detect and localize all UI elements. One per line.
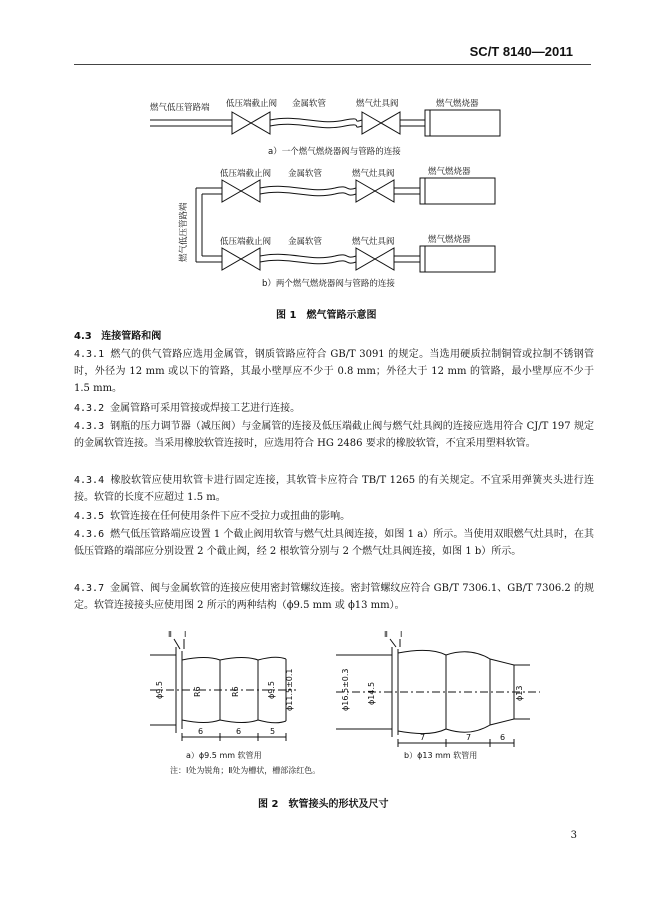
figure-1-title: 图 1 燃气管路示意图 [276, 310, 377, 321]
fig2b-d3: ϕ13 [515, 685, 524, 701]
paragraph-4-3-7: 4.3.7 金属管、阀与金属软管的连接应使用密封管螺纹连接。密封管螺纹应符合 GB/T 7306.1、GB/T 7306.2 的规定。软管连接接头应使用图 2 所示的两种结构（ϕ9.5 mm 或 ϕ13 mm）。 [74, 583, 594, 611]
fig1b-top-hose: 金属软管 [288, 169, 323, 179]
fig2b-d2: ϕ14.5 [367, 681, 376, 705]
figure-2-diagram [0, 625, 665, 785]
standard-number: SC/T 8140—2011 [469, 44, 573, 59]
fig2a-r1: R6 [193, 686, 202, 697]
fig2b-l2: 7 [466, 733, 472, 742]
section-heading-number: 4.3 [74, 331, 92, 342]
page-number: 3 [570, 830, 577, 841]
fig2b-mark-ii: Ⅱ [384, 630, 388, 639]
fig1b-bottom-burner: 燃气燃烧器 [428, 235, 471, 245]
header-rule [74, 64, 591, 65]
fig2a-l1: 6 [198, 727, 204, 736]
fig1b-top-valve2: 燃气灶具阀 [352, 169, 395, 179]
paragraph-4-3-4: 4.3.4 橡胶软管应使用软管卡进行固定连接，其软管卡应符合 TB/T 1265 的有关规定。不宜采用弹簧夹头进行连接。软管的长度不应超过 1.5 m。 [74, 475, 594, 503]
section-heading [74, 328, 594, 345]
fig1a-caption: a）一个燃气燃烧器阀与管路的连接 [268, 147, 401, 157]
fig2a-l2: 6 [236, 727, 242, 736]
fig2a-mark-ii: Ⅱ [168, 630, 172, 639]
fig1a-valve1-label: 低压端截止阀 [226, 99, 278, 109]
fig1b-pipe-label: 燃气低压管路端 [179, 202, 189, 262]
fig2b-mark-i: Ⅰ [400, 630, 403, 639]
fig2a-r2: R6 [231, 686, 240, 697]
paragraph-4-3-6: 4.3.6 燃气低压管路端应设置 1 个截止阀用软管与燃气灶具阀连接，如图 1 a）所示。当使用双眼燃气灶具时，在其低压管路的端部应分别设置 2 个截止阀，经 2 根软管分别与 2 个燃气灶具阀连接，如图 1 b）所示。 [74, 529, 594, 557]
fig1b-top-valve1: 低压端截止阀 [220, 169, 272, 179]
fig2b-l3: 6 [500, 733, 506, 742]
fig1a-pipe-label: 燃气低压管路端 [150, 103, 210, 113]
fig2-note: 注：Ⅰ处为锐角；Ⅱ处为槽状，槽部涂红色。 [170, 766, 321, 775]
fig1b-bottom-hose: 金属软管 [288, 237, 323, 247]
fig1a-valve2-label: 燃气灶具阀 [356, 99, 399, 109]
fig1b-top-burner: 燃气燃烧器 [428, 167, 471, 177]
fig2b-l1: 7 [420, 733, 426, 742]
fig1a-hose-label: 金属软管 [292, 99, 327, 109]
fig2a-caption: a）ϕ9.5 mm 软管用 [186, 751, 262, 760]
paragraph-4-3-3: 4.3.3 钢瓶的压力调节器（减压阀）与金属管的连接及低压端截止阀与燃气灶具阀的连接应选用符合 CJ/T 197 规定的金属软管连接。当采用橡胶软管连接时，应选用符合 HG 2486 要求的橡胶软管，不宜采用塑料软管。 [74, 421, 594, 449]
fig1b-bottom-valve2: 燃气灶具阀 [352, 237, 395, 247]
paragraph-4-3-2: 4.3.2 金属管路可采用管接或焊接工艺进行连接。 [74, 403, 301, 414]
paragraph-4-3-1: 4.3.1 燃气的供气管路应选用金属管，钢质管路应符合 GB/T 3091 的规定。当选用硬质拉制铜管或拉制不锈钢管时，外径为 12 mm 或以下的管路，其最小壁厚应不少于 0.8 mm；外径大于 12 mm 的管路，最小壁厚应不少于 1.5 mm。 [74, 349, 594, 394]
paragraph-4-3-5: 4.3.5 软管连接在任何使用条件下应不受拉力或扭曲的影响。 [74, 511, 351, 522]
section-heading-text: 连接管路和阀 [101, 331, 162, 342]
fig2b-d1: ϕ16.5±0.3 [341, 668, 350, 711]
fig2a-mark-i: Ⅰ [184, 630, 187, 639]
fig2a-d3: ϕ11.5±0.1 [285, 668, 294, 711]
fig2b-caption: b）ϕ13 mm 软管用 [404, 751, 478, 760]
fig2a-d2: ϕ9.5 [267, 681, 276, 699]
fig1b-bottom-valve1: 低压端截止阀 [220, 237, 272, 247]
fig2a-l3: 5 [270, 727, 276, 736]
fig1a-burner-label: 燃气燃烧器 [436, 99, 479, 109]
fig1b-caption: b）两个燃气燃烧器阀与管路的连接 [262, 279, 395, 289]
figure-2-title: 图 2 软管接头的形状及尺寸 [258, 799, 389, 810]
fig2a-d1: ϕ9.5 [155, 681, 164, 699]
